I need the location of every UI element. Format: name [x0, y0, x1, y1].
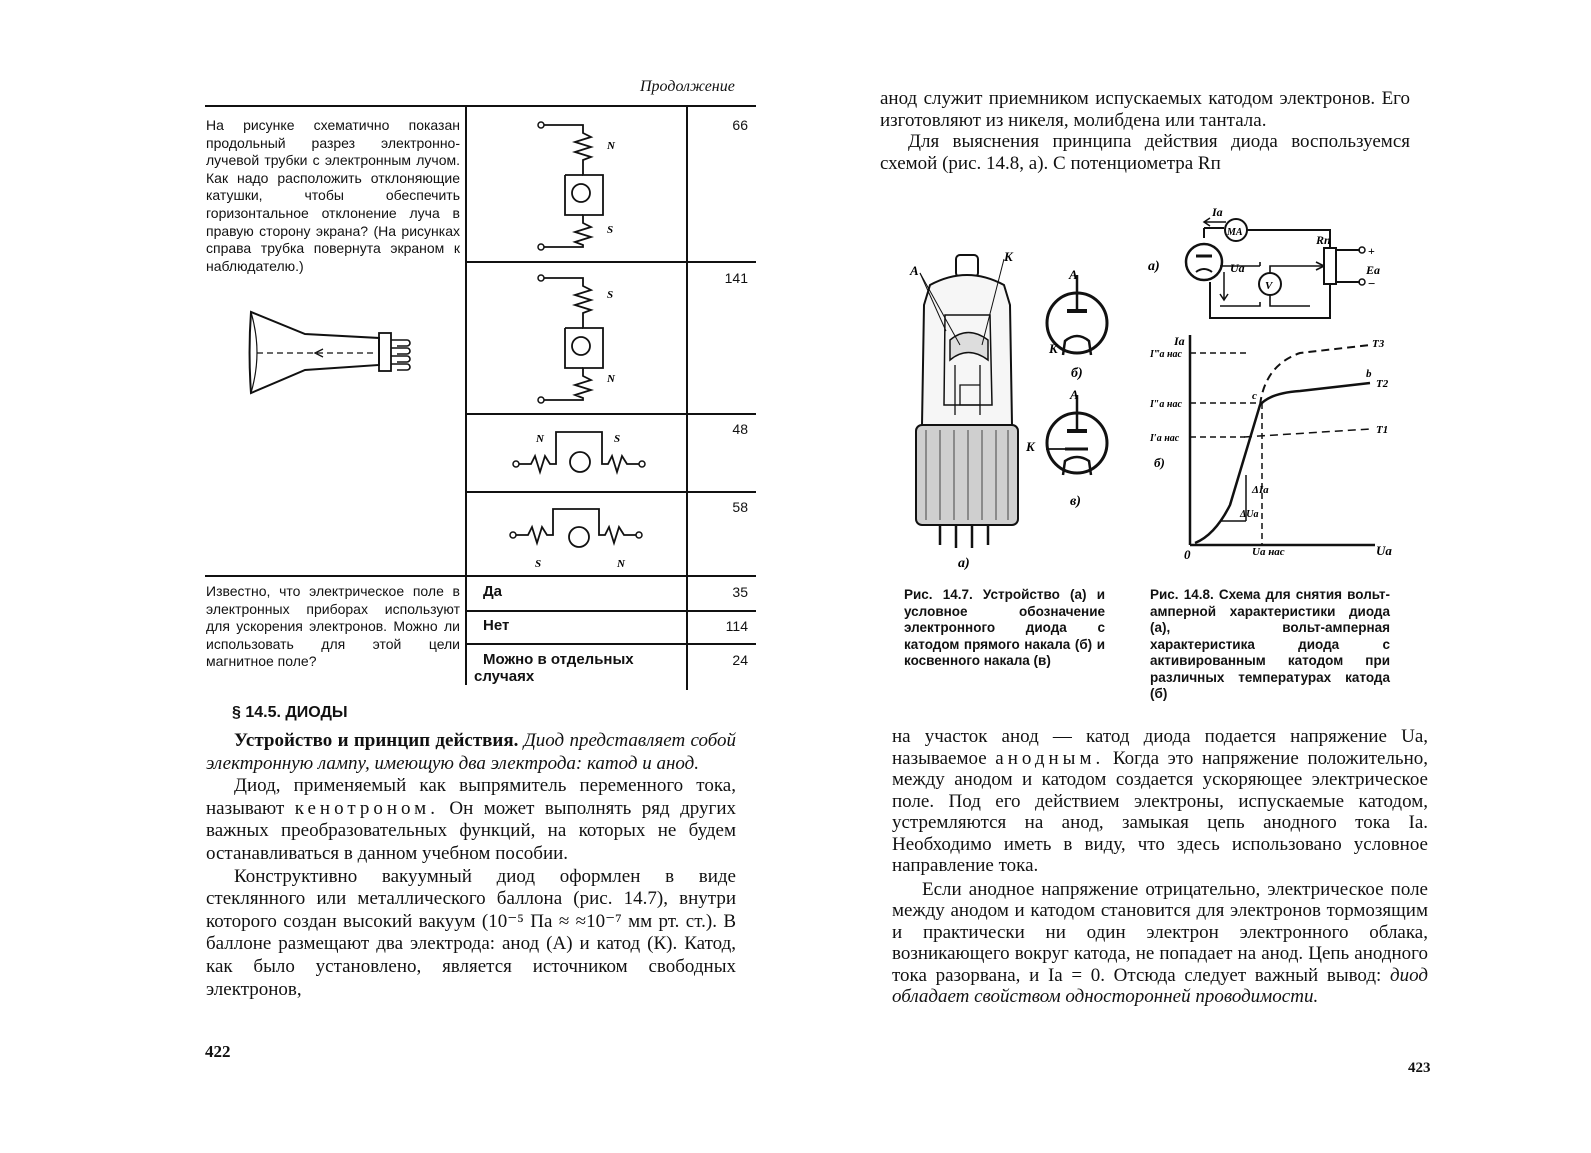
page-number-left: 422: [205, 1042, 231, 1061]
point-c-label: c: [1252, 390, 1257, 402]
fig7-label-a: а): [958, 556, 970, 571]
t3-label: T3: [1372, 338, 1385, 350]
row-rule-5: [466, 610, 756, 612]
potentiometer-label: Rп: [1316, 233, 1331, 247]
paragraph-anode-voltage-end: Когда это напряжение положительно, между анодом и катодом создается ускоряющее электрическое поле. Под его действием электроны, испускаемые катодом, устремляются на анод, замыкая цепь анодного тока Iа. Необходимо иметь в виду, что здесь использовано условное направление тока.: [892, 747, 1429, 876]
answer-no: Нет: [483, 617, 510, 634]
lamp-label-k: K: [1004, 249, 1013, 264]
diode-circuit-figure: [1140, 200, 1390, 325]
continuation-label: Продолжение: [640, 78, 735, 95]
page-number-right: 423: [1408, 1060, 1431, 1076]
i1-label: I′а нас: [1150, 433, 1180, 444]
answer-number-2: 141: [724, 270, 748, 286]
coil-4-label-n: N: [617, 558, 625, 570]
delta-u-label: ΔUа: [1240, 509, 1259, 520]
fig8-label-b: б): [1154, 455, 1165, 470]
t2-label: T2: [1376, 378, 1389, 390]
section-title: § 14.5. ДИОДЫ: [232, 704, 348, 721]
origin-label: 0: [1184, 547, 1191, 562]
voltmeter-label: V: [1265, 280, 1273, 292]
answer-no-number: 114: [725, 618, 748, 634]
row-rule-2: [466, 413, 756, 415]
plus-sign: +: [1368, 244, 1375, 258]
coil-1-label-s: S: [607, 224, 614, 236]
paragraph-conclusion: диод обладает свойством односторонней проводимости.: [892, 964, 1428, 1007]
lamp-label-a: A: [910, 263, 919, 278]
i2-label: I″а нас: [1150, 399, 1182, 410]
symbol-v-label-k: K: [1026, 439, 1035, 454]
anode-voltage-label: Uа: [1230, 261, 1245, 275]
coil-2-label-s: S: [607, 289, 614, 301]
row-rule-3: [466, 491, 756, 493]
symbol-b-label-k: K: [1049, 341, 1058, 356]
paragraph-scheme: Для выяснения принципа действия диода воспользуемся схемой (рис. 14.8, а). С потенциометра Rп: [880, 131, 1410, 174]
coil-2-label-n: N: [607, 373, 615, 385]
coil-1-label-n: N: [607, 140, 615, 152]
paragraph-2-start: Диод, применяемый как выпрямитель переменного тока, называют: [206, 775, 736, 819]
answer-yes-number: 35: [732, 584, 748, 600]
paragraph-2-term: кенотроном.: [294, 797, 439, 819]
symbol-v-label-a: A: [1070, 387, 1079, 402]
crt-tube-figure: [245, 300, 435, 405]
table-divider-2: [686, 105, 688, 690]
answer-yes: Да: [483, 583, 503, 600]
paragraph-1-definition: Диод представляет собой электронную лампу, имеющую два электрода: катод и анод.: [206, 730, 737, 774]
current-label: Iа: [1212, 205, 1223, 219]
coil-option-4: [505, 505, 660, 573]
paragraph-2-end: Он может выполнять ряд других важных преобразовательных функций, на которых не будем останавливаться в данном учебном пособии.: [206, 797, 736, 864]
table-top-rule: [205, 105, 756, 107]
table-divider-1: [465, 105, 467, 685]
paragraph-3: Конструктивно вакуумный диод оформлен в виде стеклянного или металлического баллона (рис. 14.7), внутри которого создан высокий вакуум (10⁻⁵ Па ≈ ≈10⁻⁷ мм рт. ст.). В баллоне размещают два электрода: анод (А) и катод (К). Катод, как было установлено, является источником свободных электронов,: [206, 865, 736, 1000]
saturation-voltage-label: Uа нас: [1252, 546, 1285, 558]
i3-label: I‴а нас: [1150, 349, 1182, 360]
answer-number-3: 48: [732, 421, 748, 437]
paragraph-anode-voltage-start: на участок анод — катод диода подается напряжение Uа, называемое: [892, 726, 1428, 769]
paragraph-anode-voltage-term: анодным.: [995, 747, 1105, 769]
t1-label: T1: [1376, 424, 1389, 436]
row-rule-4: [205, 575, 756, 577]
left-body-text: [206, 730, 736, 1001]
ammeter-label: MA: [1227, 227, 1243, 238]
minus-sign: −: [1368, 276, 1376, 291]
fig8-label-a: а): [1148, 259, 1160, 274]
answer-number-4: 58: [732, 499, 748, 515]
symbol-b-label-a: A: [1069, 267, 1078, 282]
paragraph-negative-voltage: Если анодное напряжение отрицательно, электрическое поле между анодом и катодом становится для электронов тормозящим и практически ни один электрон электронного облака, возникающего вокруг катода, не попадает на анод. Цепь анодного тока разорвана, и Iа = 0. Отсюда следует важный вывод:: [892, 878, 1428, 986]
paragraph-1-lead: Устройство и принцип действия.: [234, 730, 519, 751]
row-rule-1: [466, 261, 756, 263]
paragraph-anode: анод служит приемником испускаемых катодом электронов. Его изготовляют из никеля, молибдена или тантала.: [880, 88, 1410, 131]
coil-3-label-n: N: [536, 433, 544, 445]
right-top-text: [880, 88, 1410, 174]
coil-option-2: [535, 268, 635, 408]
coil-4-label-s: S: [535, 558, 542, 570]
diode-symbol-direct: [1035, 265, 1115, 385]
row-rule-6: [466, 643, 756, 645]
answer-sometimes: Можно в отдельных случаях: [474, 651, 634, 685]
question-2-text: Известно, что электрическое поле в электронных приборах используют для ускорения электронов. Можно ли использовать для этой цели магнитное поле?: [206, 583, 460, 670]
coil-option-1: [535, 115, 635, 255]
coil-3-label-s: S: [614, 433, 621, 445]
diode-symbol-indirect: [1020, 385, 1120, 510]
fig7-label-v: в): [1070, 494, 1081, 509]
figure-14-7-caption: Рис. 14.7. Устройство (а) и условное обозначение электронного диода с катодом прямого накала (б) и косвенного накала (в): [904, 587, 1105, 668]
delta-i-label: ΔIа: [1252, 484, 1269, 496]
figure-14-8-caption: Рис. 14.8. Схема для снятия вольт-амперной характеристики диода (а), вольт-амперная характеристика диода с активированным катодом при различных температурах катода (б): [1150, 587, 1390, 701]
source-label: Eа: [1366, 263, 1381, 277]
diode-lamp-figure: [900, 245, 1040, 575]
right-body-text: [892, 726, 1428, 1008]
coil-option-3: [510, 420, 660, 485]
y-axis-label: Iа: [1174, 334, 1185, 348]
question-1-text: На рисунке схематично показан продольный разрез электронно-лучевой трубки с электронным лучом. Как надо расположить отклоняющие катушки, чтобы обеспечить горизонтальное отклонение луча в правую сторону экрана? (На рисунках справа трубка повернута экраном к наблюдателю.): [206, 117, 460, 274]
answer-sometimes-number: 24: [732, 652, 748, 668]
answer-number-1: 66: [732, 117, 748, 133]
point-b-label: b: [1366, 368, 1372, 380]
fig7-label-b: б): [1071, 366, 1083, 381]
volt-ampere-characteristic: [1140, 325, 1410, 570]
x-axis-label: Uа: [1376, 543, 1392, 558]
